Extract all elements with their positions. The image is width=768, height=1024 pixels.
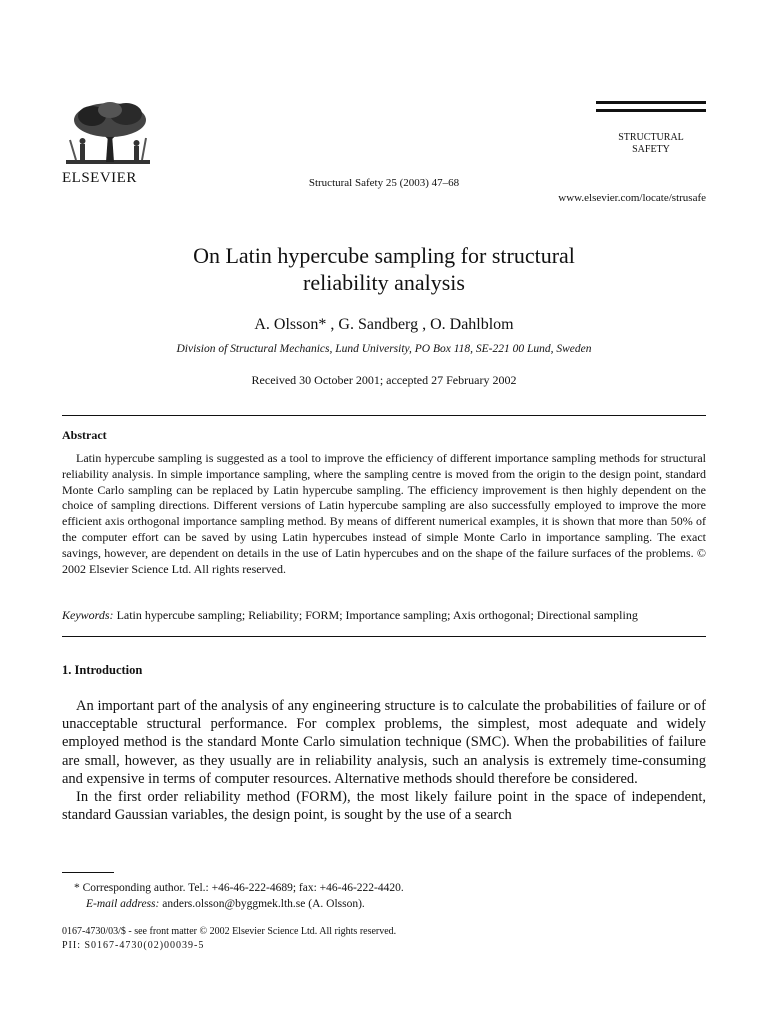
abstract-text: Latin hypercube sampling is suggested as a tool to improve the efficiency of different importance sampling methods for structural reliability analysis. In simple importance sampling, where the sampling centre is moved from the origin to the design point, standard Monte Carlo sampling can be replaced by Latin hypercube sampling. The efficiency improvement is then highly dependent on the choice of sampling directions. Different versions of Latin hypercube sampling are also successfully employed to improve the more efficient axis orthogonal importance sampling method. By means of different numerical examples, it is shown that more than 50% of the computer effort can be saved by using Latin hypercubes instead of simple Monte Carlo in importance sampling. The exact savings, however, are dependent on details in the use of Latin hypercubes and on the shape of the failure surfaces of the problems. © 2002 Elsevier Science Ltd. All rights reserved. [62, 451, 706, 576]
email-value: anders.olsson@byggmek.lth.se (A. Olsson). [162, 898, 365, 910]
journal-name-line2: SAFETY [632, 144, 670, 155]
footnote-email [62, 896, 706, 912]
author-list: A. Olsson* , G. Sandberg , O. Dahlblom [254, 316, 514, 333]
author-affiliation: Division of Structural Mechanics, Lund University, PO Box 118, SE-221 00 Lund, Sweden [176, 343, 592, 355]
pii-line: PII: S0167-4730(02)00039-5 [62, 940, 205, 951]
journal-rule-top [596, 101, 706, 104]
abstract-top-rule [62, 415, 706, 416]
footnote-rule [62, 872, 114, 873]
keywords-list: Latin hypercube sampling; Reliability; FORM; Importance sampling; Axis orthogonal; Directional sampling [116, 608, 638, 622]
received-dates: Received 30 October 2001; accepted 27 February 2002 [251, 373, 517, 387]
journal-rule-bottom [596, 109, 706, 112]
footnote [62, 880, 706, 912]
journal-name [596, 132, 706, 156]
introduction-paragraph-1: An important part of the analysis of any engineering structure is to calculate the probabilities of failure or of unacceptable structural performance. For complex problems, the simplest, most adequate and widely employed method is the standard Monte Carlo simulation technique (SMC). When the probabilities of failure are small, however, as they usually are in reliability analysis, such an analysis is extremely time-consuming and expensive in terms of computer resources. Alternative methods should therefore be considered. [62, 698, 706, 787]
article-title [0, 242, 768, 296]
introduction-paragraph-2: In the first order reliability method (FORM), the most likely failure point in the space of independent, standard Gaussian variables, the design point, is sought by the use of a search [62, 789, 706, 824]
footnote-corresponding-author: * Corresponding author. Tel.: +46-46-222-4689; fax: +46-46-222-4420. [74, 882, 404, 894]
keywords-label: Keywords: [62, 608, 114, 622]
journal-citation: Structural Safety 25 (2003) 47–68 [308, 177, 460, 189]
journal-name-line1: STRUCTURAL [618, 132, 684, 143]
introduction-body [62, 697, 706, 824]
keywords [62, 608, 706, 623]
copyright-block [62, 925, 706, 953]
elsevier-tree-logo-icon [62, 100, 154, 170]
title-line1: On Latin hypercube sampling for structural [193, 243, 575, 268]
journal-url-link[interactable]: www.elsevier.com/locate/strusafe [558, 192, 706, 204]
section-heading-introduction: 1. Introduction [62, 663, 143, 677]
copyright-line: 0167-4730/03/$ - see front matter © 2002 Elsevier Science Ltd. All rights reserved. [62, 926, 397, 937]
abstract-bottom-rule [62, 636, 706, 637]
title-line2: reliability analysis [303, 270, 465, 295]
email-label: E-mail address: [86, 898, 160, 910]
publisher-name: ELSEVIER [62, 170, 137, 186]
abstract-heading: Abstract [62, 428, 107, 442]
